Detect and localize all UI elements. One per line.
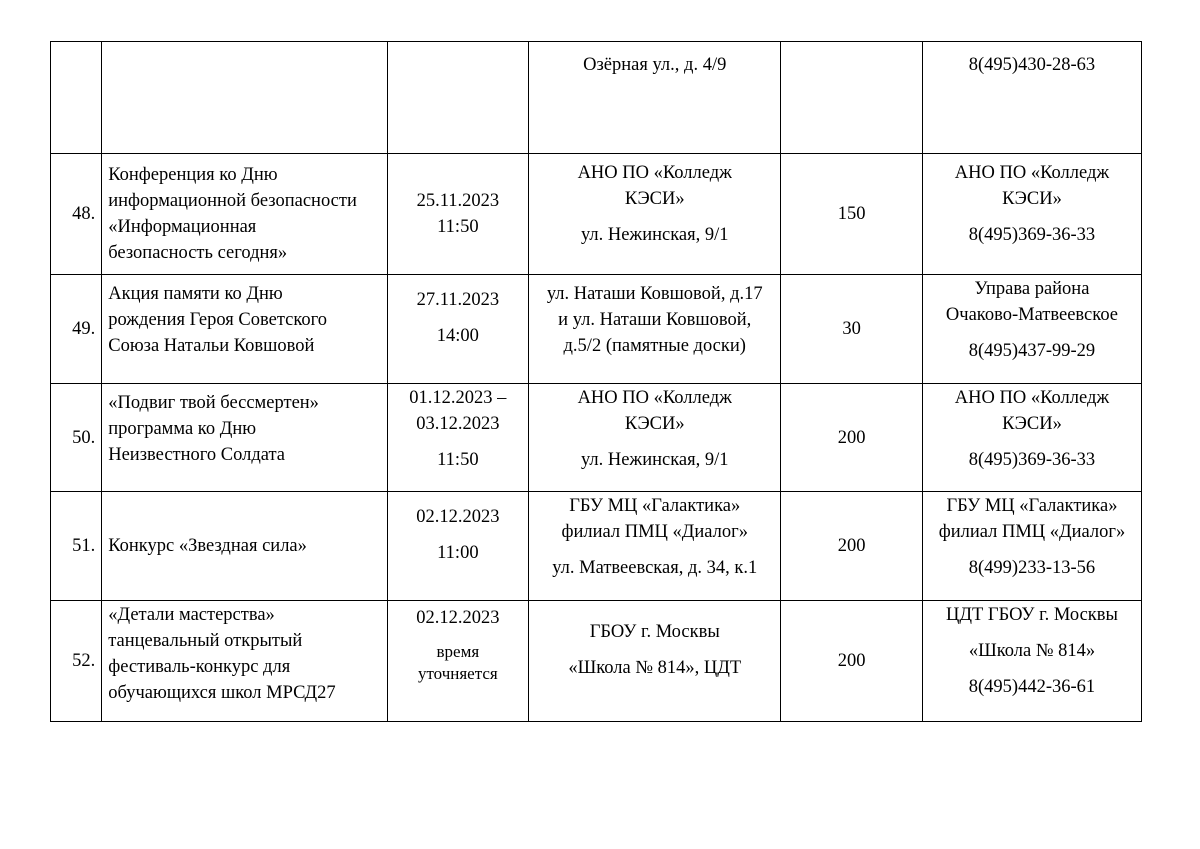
- event-name: «Подвиг твой бессмертен» программа ко Дню Неизвестного Солдата: [102, 384, 387, 492]
- event-name: Конкурс «Звездная сила»: [102, 492, 387, 601]
- events-table: [50, 41, 1142, 722]
- row-number: 49.: [51, 275, 102, 384]
- table-row: [51, 154, 1142, 275]
- row-number: 52.: [51, 601, 102, 722]
- event-organizer: Управа района Очаково-Матвеевское 8(495)437-99-29: [922, 275, 1141, 384]
- event-date: 25.11.2023 11:50: [387, 154, 529, 275]
- row-number: [51, 42, 102, 154]
- participants-count: 30: [781, 275, 923, 384]
- participants-count: [781, 42, 923, 154]
- table-row: [51, 384, 1142, 492]
- participants-count: 200: [781, 492, 923, 601]
- participants-count: 150: [781, 154, 923, 275]
- row-number: 51.: [51, 492, 102, 601]
- event-name: [102, 42, 387, 154]
- event-organizer: 8(495)430-28-63: [922, 42, 1141, 154]
- table-row: [51, 492, 1142, 601]
- event-date: [387, 42, 529, 154]
- event-place: АНО ПО «Колледж КЭСИ» ул. Нежинская, 9/1: [529, 384, 781, 492]
- event-date: 02.12.2023 11:00: [387, 492, 529, 601]
- event-place: ул. Наташи Ковшовой, д.17 и ул. Наташи Ковшовой, д.5/2 (памятные доски): [529, 275, 781, 384]
- event-name: «Детали мастерства» танцевальный открытый фестиваль-конкурс для обучающихся школ МРСД27: [102, 601, 387, 722]
- participants-count: 200: [781, 384, 923, 492]
- row-number: 50.: [51, 384, 102, 492]
- event-organizer: АНО ПО «Колледж КЭСИ» 8(495)369-36-33: [922, 154, 1141, 275]
- table-row: [51, 275, 1142, 384]
- event-place: ГБОУ г. Москвы «Школа № 814», ЦДТ: [529, 601, 781, 722]
- table-row: [51, 601, 1142, 722]
- event-organizer: ЦДТ ГБОУ г. Москвы «Школа № 814» 8(495)442-36-61: [922, 601, 1141, 722]
- event-place: АНО ПО «Колледж КЭСИ» ул. Нежинская, 9/1: [529, 154, 781, 275]
- event-organizer: АНО ПО «Колледж КЭСИ» 8(495)369-36-33: [922, 384, 1141, 492]
- event-organizer: ГБУ МЦ «Галактика» филиал ПМЦ «Диалог» 8(499)233-13-56: [922, 492, 1141, 601]
- event-date: 01.12.2023 – 03.12.2023 11:50: [387, 384, 529, 492]
- table-row: [51, 42, 1142, 154]
- event-date: 27.11.2023 14:00: [387, 275, 529, 384]
- participants-count: 200: [781, 601, 923, 722]
- event-name: Акция памяти ко Дню рождения Героя Советского Союза Натальи Ковшовой: [102, 275, 387, 384]
- event-place: Озёрная ул., д. 4/9: [529, 42, 781, 154]
- row-number: 48.: [51, 154, 102, 275]
- event-date: 02.12.2023 время уточняется: [387, 601, 529, 722]
- event-place: ГБУ МЦ «Галактика» филиал ПМЦ «Диалог» ул. Матвеевская, д. 34, к.1: [529, 492, 781, 601]
- event-name: Конференция ко Дню информационной безопасности «Информационная безопасность сегодня»: [102, 154, 387, 275]
